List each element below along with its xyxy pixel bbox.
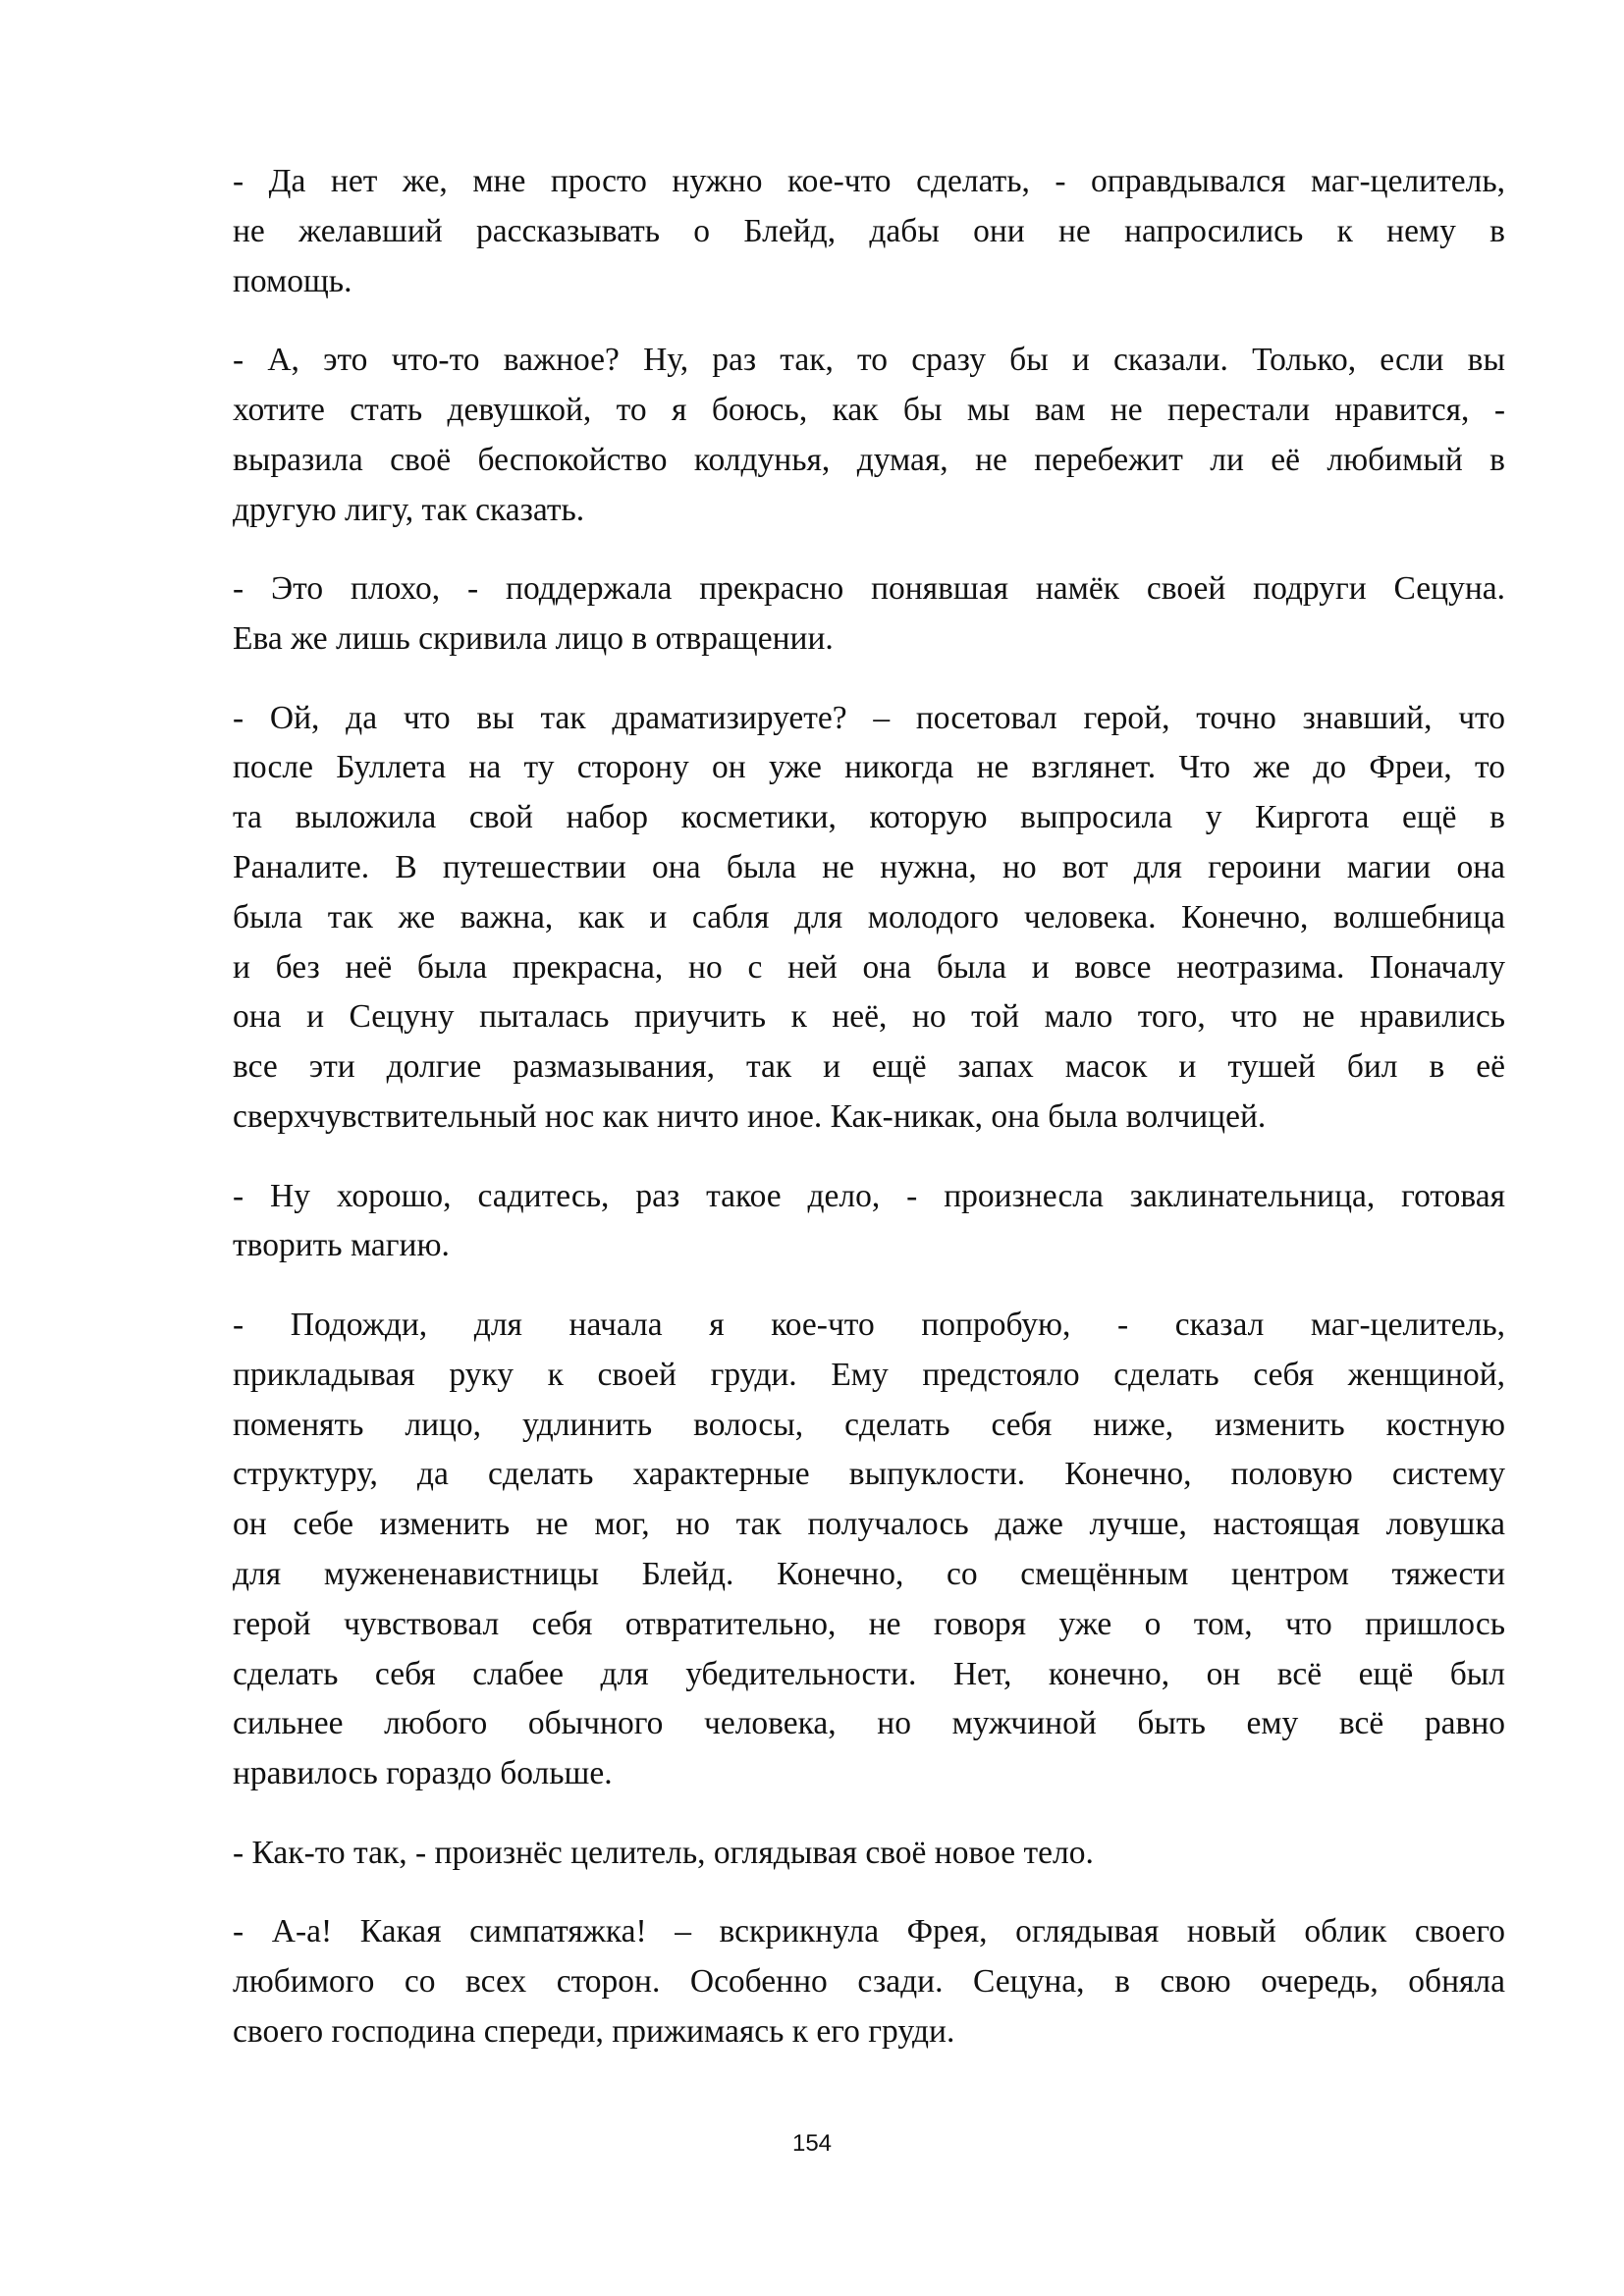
paragraph-6 xyxy=(233,1301,1505,1799)
page-body-text xyxy=(233,157,1505,2086)
text-line: творить магию. xyxy=(233,1227,450,1264)
text-line: она и Сецуну пыталась приучить к неё, но той мало того, что не нравились xyxy=(233,998,1505,1036)
text-line: герой чувствовал себя отвратительно, не говоря уже о том, что пришлось xyxy=(233,1605,1505,1642)
text-line: другую лигу, так сказать. xyxy=(233,491,585,528)
paragraph-4 xyxy=(233,694,1505,1143)
text-line: - Это плохо, - поддержала прекрасно понявшая намёк своей подруги Сецуна. xyxy=(233,570,1505,608)
paragraph-1 xyxy=(233,157,1505,306)
text-line: поменять лицо, удлинить волосы, сделать себя ниже, изменить костную xyxy=(233,1406,1505,1443)
text-line: не желавший рассказывать о Блейд, дабы они не напросились к нему в xyxy=(233,212,1505,249)
text-line: и без неё была прекрасна, но с ней она была и вовсе неотразима. Поначалу xyxy=(233,948,1505,986)
text-line: - Ой, да что вы так драматизируете? – посетовал герой, точно знавший, что xyxy=(233,699,1505,736)
text-line: сильнее любого обычного человека, но мужчиной быть ему всё равно xyxy=(233,1705,1505,1742)
paragraph-5 xyxy=(233,1172,1505,1272)
text-line: - Да нет же, мне просто нужно кое-что сделать, - оправдывался маг-целитель, xyxy=(233,163,1505,199)
paragraph-2 xyxy=(233,336,1505,535)
text-line: он себе изменить не мог, но так получалось даже лучше, настоящая ловушка xyxy=(233,1506,1505,1543)
paragraph-7 xyxy=(233,1829,1505,1879)
text-line: - Ну хорошо, садитесь, раз такое дело, - произнесла заклинательница, готовая xyxy=(233,1177,1505,1214)
text-line: сделать себя слабее для убедительности. Нет, конечно, он всё ещё был xyxy=(233,1655,1505,1692)
text-line: Раналите. В путешествии она была не нужна, но вот для героини магии она xyxy=(233,848,1505,885)
text-line: - Подожди, для начала я кое-что попробую, - сказал маг-целитель, xyxy=(233,1306,1505,1343)
text-line: - Как-то так, - произнёс целитель, оглядывая своё новое тело. xyxy=(233,1834,1094,1871)
text-line: помощь. xyxy=(233,262,352,299)
text-line: Ева же лишь скривила лицо в отвращении. xyxy=(233,619,834,657)
text-line: для мужененавистницы Блейд. Конечно, со смещённым центром тяжести xyxy=(233,1555,1505,1592)
text-line: нравилось гораздо больше. xyxy=(233,1755,613,1792)
text-line: - А, это что-то важное? Ну, раз так, то сразу бы и сказали. Только, если вы xyxy=(233,342,1505,379)
text-line: структуру, да сделать характерные выпуклости. Конечно, половую систему xyxy=(233,1456,1505,1493)
text-line: своего господина спереди, прижимаясь к его груди. xyxy=(233,2012,955,2050)
text-line: любимого со всех сторон. Особенно сзади. Сецуна, в свою очередь, обняла xyxy=(233,1963,1505,2001)
text-line: была так же важна, как и сабля для молодого человека. Конечно, волшебница xyxy=(233,898,1505,935)
text-line: та выложила свой набор косметики, которую выпросила у Киргота ещё в xyxy=(233,799,1505,836)
paragraph-3 xyxy=(233,564,1505,665)
text-line: после Буллета на ту сторону он уже никогда не взглянет. Что же до Фреи, то xyxy=(233,749,1505,786)
text-line: выразила своё беспокойство колдунья, думая, не перебежит ли её любимый в xyxy=(233,441,1505,478)
text-line: хотите стать девушкой, то я боюсь, как бы мы вам не перестали нравится, - xyxy=(233,391,1505,428)
text-line: прикладывая руку к своей груди. Ему предстояло сделать себя женщиной, xyxy=(233,1356,1505,1393)
text-line: - А-а! Какая симпатяжка! – вскрикнула Фрея, оглядывая новый облик своего xyxy=(233,1913,1505,1950)
text-line: сверхчувствительный нос как ничто иное. Как-никак, она была волчицей. xyxy=(233,1097,1267,1135)
paragraph-8 xyxy=(233,1907,1505,2056)
page-number: 154 xyxy=(791,2130,833,2157)
text-line: все эти долгие размазывания, так и ещё запах масок и тушей бил в её xyxy=(233,1048,1505,1086)
